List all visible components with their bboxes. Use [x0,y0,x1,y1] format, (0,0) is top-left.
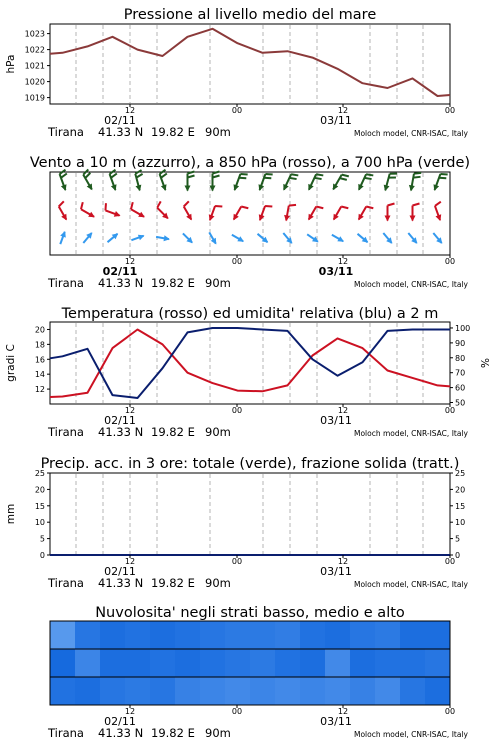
x-tick-label: 12 [337,707,349,716]
y-tick-label: 18 [34,340,45,350]
wind-barb [264,178,271,179]
y-tick-label: 100 [455,323,471,333]
cloud-cell [100,621,126,649]
wind-barb [291,174,298,175]
chart-title: Temperatura (rosso) ed umidita' relativa (blu) a 2 m [61,306,439,322]
wind-700hPa-arrow [185,172,195,192]
model-credit: Moloch model, CNR-ISAC, Italy [354,129,468,138]
wind-barb [105,203,106,210]
y-tick-label: 10 [455,518,466,528]
location-lon: 19.82 E [151,125,195,139]
y-tick-label: 25 [34,469,45,478]
y-tick-label: 60 [455,383,466,393]
y-tick-label: 20 [455,485,466,495]
x-tick-label: 12 [337,106,349,115]
date-label: 03/11 [320,114,352,127]
y-tick-label: 80 [455,353,466,363]
y-tick-label: 50 [455,398,466,408]
wind-barb [265,174,272,175]
cloud-cell [150,621,176,649]
model-credit: Moloch model, CNR-ISAC, Italy [354,429,468,438]
y-tick-label: 15 [455,501,466,511]
wind-barb [240,174,247,175]
wind-700hPa-arrow [83,169,92,190]
x-tick-label: 12 [124,557,136,566]
wind-700hPa-arrow [333,175,349,191]
cloud-cell [350,649,376,677]
wind-barb [184,201,189,206]
wind-barb [388,204,395,206]
x-tick-label: 12 [337,257,349,266]
cloud-cell [75,621,101,649]
wind-barb [316,174,323,175]
cloud-cell [225,677,251,705]
wind-head [410,216,416,222]
wind-barb [85,173,90,178]
wind-700hPa-arrow [210,172,220,192]
cloud-cell [75,677,101,705]
cloud-cell [100,649,126,677]
wind-barb [111,173,117,177]
wind-10m-arrow [283,233,292,244]
wind-barb [241,207,248,209]
wind-barb [439,178,446,179]
y-tick-label: 1019 [24,93,45,103]
wind-barb [413,204,420,206]
cloud-cell [300,621,326,649]
cloud-cell [350,621,376,649]
wind-10m-arrow [108,233,119,242]
cloud-cell [175,649,201,677]
time-gridlines [76,173,423,254]
wind-850hPa-arrow [157,201,168,219]
date-label: 02/11 [104,715,136,728]
y-tick-label: 0 [455,551,461,560]
x-tick-label: 00 [444,106,456,115]
location-lat: 41.33 N [98,576,144,590]
cloud-cell [175,677,201,705]
cloud-cell [375,621,401,649]
y-tick-label: 16 [34,355,45,365]
wind-barb [81,202,83,209]
location-elevation: 90m [205,726,231,740]
time-gridlines [76,474,423,554]
x-tick-label: 00 [444,707,456,716]
wind-700hPa-arrow [259,174,273,191]
cloud-cell [50,649,76,677]
cloud-cell [325,621,351,649]
wind-850hPa-arrow [209,206,223,221]
wind-barb [215,206,222,207]
wind-10m-arrow [131,235,144,241]
wind-700hPa-arrow [308,174,323,190]
cloud-cell [75,649,101,677]
y-tick-label: 1020 [24,77,45,87]
wind-10m-arrow [183,233,193,243]
date-label: 02/11 [104,565,136,578]
cloud-cell [50,621,76,649]
y-tick-label: 1022 [24,45,45,55]
cloud-cell [225,649,251,677]
date-label: 03/11 [320,715,352,728]
humidity-line [50,328,450,398]
cloud-cell [200,649,226,677]
location-lon: 19.82 E [151,726,195,740]
wind-850hPa-arrow [259,206,273,221]
wind-850hPa-arrow [358,207,373,221]
wind-850hPa-arrow [184,201,192,220]
wind-850hPa-arrow [308,207,323,221]
location-lat: 41.33 N [98,125,144,139]
y-tick-label: 5 [455,534,461,544]
wind-10m-arrow [83,232,92,243]
wind-10m-arrow [383,233,392,244]
location-elevation: 90m [205,576,231,590]
y-tick-label: 1021 [24,61,45,71]
chart-title: Pressione al livello medio del mare [123,7,377,23]
location-city: Tirana [48,726,84,740]
y-tick-label: 14 [34,370,45,380]
location-city: Tirana [48,276,84,290]
cloud-cell [325,677,351,705]
y-tick-label: 1023 [24,29,45,39]
x-tick-label: 12 [124,257,136,266]
wind-barb [265,206,272,207]
wind-barb [366,174,373,175]
y-tick-label: 0 [39,551,45,560]
wind-barb [131,202,133,209]
x-tick-label: 00 [444,257,456,266]
cloud-cell [125,677,151,705]
cloud-cell [425,677,451,705]
wind-850hPa-arrow [435,202,441,221]
cloud-cell [125,621,151,649]
wind-barb [366,207,373,209]
wind-700hPa-arrow [60,170,67,191]
wind-head [185,186,191,192]
wind-850hPa-arrow [105,203,120,217]
x-tick-label: 12 [337,406,349,415]
wind-barb [59,201,64,206]
location-lon: 19.82 E [151,276,195,290]
x-tick-label: 00 [231,707,243,716]
wind-barb [61,173,67,177]
wind-barb [440,174,447,175]
y-tick-label: 12 [34,385,45,395]
cloud-cell [400,649,426,677]
cloud-cell [50,677,76,705]
cloud-cell [400,621,426,649]
x-tick-label: 12 [124,707,136,716]
wind-700hPa-arrow [283,174,298,190]
wind-10m-arrow [60,231,66,244]
cloud-cell [325,649,351,677]
wind-700hPa-arrow [384,174,397,192]
cloud-cell [175,621,201,649]
y-tick-label: 90 [455,338,466,348]
location-elevation: 90m [205,276,231,290]
wind-850hPa-arrow [81,202,95,217]
cloud-cell [425,649,451,677]
y-tick-label: 5 [39,534,45,544]
x-tick-label: 00 [444,406,456,415]
wind-barb [341,207,348,209]
cloud-cell [200,621,226,649]
y-tick-label: 10 [34,518,45,528]
cloud-cell [275,621,301,649]
cloud-cell [400,677,426,705]
wind-700hPa-arrow [434,174,448,191]
cloud-cell [250,621,276,649]
wind-700hPa-arrow [234,174,248,191]
cloud-cell [275,649,301,677]
wind-head [136,185,142,192]
wind-10m-arrow [232,235,244,242]
cloud-cell [300,677,326,705]
wind-barb [213,176,220,178]
wind-head [385,216,391,222]
wind-850hPa-arrow [410,204,420,222]
wind-850hPa-arrow [233,207,248,221]
cloud-cell [150,677,176,705]
wind-10m-arrow [156,235,170,241]
y-axis-label: mm [5,503,17,525]
location-lat: 41.33 N [98,726,144,740]
location-lat: 41.33 N [98,276,144,290]
location-city: Tirana [48,125,84,139]
wind-barb [289,205,296,206]
x-tick-label: 00 [444,557,456,566]
cloud-cell [350,677,376,705]
wind-head [384,185,390,192]
wind-barb [435,202,441,206]
y-axis-label-right: % [480,358,492,368]
cloud-cell [375,649,401,677]
wind-barb [414,173,421,174]
cloud-cell [250,677,276,705]
wind-850hPa-arrow [59,201,67,220]
y-tick-label: 15 [34,501,45,511]
y-tick-label: 20 [34,485,45,495]
wind-700hPa-arrow [409,173,421,192]
wind-barb [188,176,195,178]
wind-barb [340,178,347,180]
y-axis-label: hPa [5,54,17,74]
wind-barb [314,178,321,179]
location-lat: 41.33 N [98,425,144,439]
date-label: 03/11 [320,565,352,578]
wind-700hPa-arrow [135,170,142,191]
date-label: 03/11 [318,265,354,278]
wind-700hPa-arrow [110,170,117,191]
time-gridlines [76,25,423,103]
chart-title: Vento a 10 m (azzurro), a 850 hPa (rosso), a 700 hPa (verde) [29,155,471,171]
y-tick-label: 25 [455,469,466,478]
x-tick-label: 12 [337,557,349,566]
x-tick-label: 00 [231,257,243,266]
location-elevation: 90m [205,125,231,139]
x-tick-label: 00 [231,406,243,415]
y-tick-label: 70 [455,368,466,378]
cloud-cell [275,677,301,705]
date-label: 02/11 [102,265,138,278]
wind-barb [364,178,371,179]
date-label: 02/11 [104,114,136,127]
cloud-cell [125,649,151,677]
x-tick-label: 00 [231,557,243,566]
wind-barb [413,177,420,178]
temperature-line [50,330,450,398]
y-tick-label: 20 [34,325,45,335]
wind-700hPa-arrow [358,174,373,190]
wind-barb [239,178,246,179]
cloud-cell [225,621,251,649]
wind-10m-arrow [258,234,269,243]
pressure-line [50,29,450,96]
wind-barb [136,174,142,178]
cloud-cell [200,677,226,705]
wind-10m-arrow [433,233,442,244]
location-elevation: 90m [205,425,231,439]
wind-850hPa-arrow [131,202,145,217]
cloud-cell [100,677,126,705]
chart-title: Nuvolosita' negli strati basso, medio e alto [95,605,405,621]
wind-700hPa-arrow [160,170,167,191]
wind-barb [157,201,161,207]
wind-10m-arrow [408,233,417,244]
model-credit: Moloch model, CNR-ISAC, Italy [354,730,468,739]
location-lon: 19.82 E [151,576,195,590]
wind-barb [342,175,349,177]
wind-850hPa-arrow [333,207,348,221]
wind-barb [289,178,296,179]
model-credit: Moloch model, CNR-ISAC, Italy [354,580,468,589]
location-city: Tirana [48,425,84,439]
x-tick-label: 00 [231,106,243,115]
date-label: 02/11 [104,414,136,427]
cloud-cell [425,621,451,649]
wind-10m-arrow [332,235,344,242]
x-tick-label: 12 [124,406,136,415]
cloud-cell [375,677,401,705]
wind-850hPa-arrow [385,204,395,222]
cloud-cell [150,649,176,677]
date-label: 03/11 [320,414,352,427]
plot-frame [50,473,450,555]
cloud-cell [250,649,276,677]
location-lon: 19.82 E [151,425,195,439]
y-axis-label: gradi C [5,344,17,382]
model-credit: Moloch model, CNR-ISAC, Italy [354,280,468,289]
x-tick-label: 12 [124,106,136,115]
chart-title: Precip. acc. in 3 ore: totale (verde), frazione solida (tratt.) [40,456,460,472]
location-city: Tirana [48,576,84,590]
wind-barb [161,173,167,177]
cloud-cell [300,649,326,677]
wind-10m-arrow [358,234,369,243]
plot-frame [50,24,450,104]
